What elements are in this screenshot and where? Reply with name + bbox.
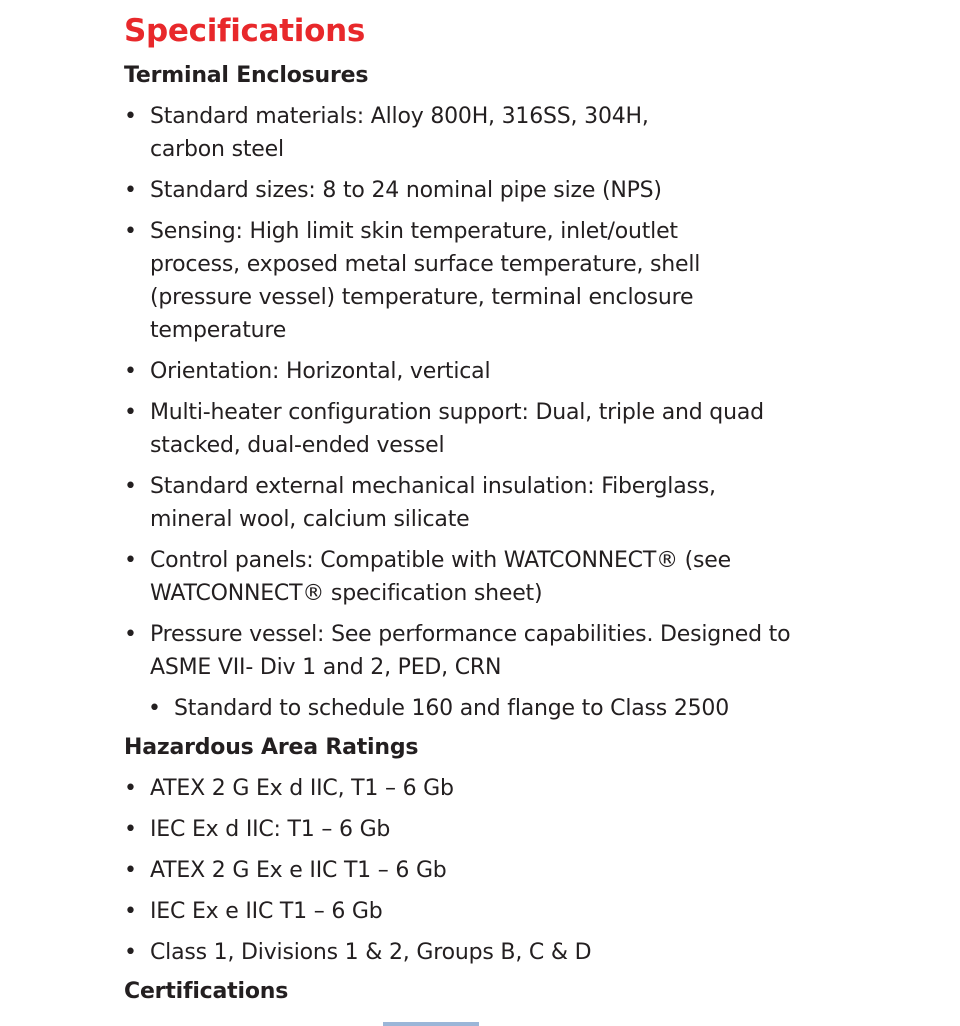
section-heading-terminal-enclosures: Terminal Enclosures	[124, 63, 369, 88]
list-item	[124, 470, 780, 536]
list-item-text: ATEX 2 G Ex e IIC T1 – 6 Gb	[150, 858, 447, 883]
section-heading-hazardous-area-ratings: Hazardous Area Ratings	[124, 735, 419, 760]
bullet-glyph: •	[124, 776, 137, 801]
list-item	[124, 544, 790, 610]
list-item	[124, 772, 824, 805]
list-item-text: Multi-heater configuration support: Dual, triple and quad stacked, dual-ended vessel	[150, 400, 764, 458]
list-item	[124, 618, 830, 684]
list-item	[124, 854, 824, 887]
bullet-glyph: •	[124, 400, 137, 425]
bullet-glyph: •	[124, 858, 137, 883]
list-item	[124, 215, 750, 347]
list-item	[124, 895, 824, 928]
list-item-text: Orientation: Horizontal, vertical	[150, 359, 491, 384]
list-item-text: Pressure vessel: See performance capabilities. Designed to ASME VII- Div 1 and 2, PED, CRN	[150, 622, 791, 680]
bullet-glyph: •	[124, 219, 137, 244]
bullet-glyph: •	[124, 817, 137, 842]
bullet-glyph: •	[124, 104, 137, 129]
list-item-text: Standard sizes: 8 to 24 nominal pipe size (NPS)	[150, 178, 662, 203]
list-item-text: Standard materials: Alloy 800H, 316SS, 304H, carbon steel	[150, 104, 649, 162]
bullet-glyph: •	[124, 940, 137, 965]
list-item-text: ATEX 2 G Ex d IIC, T1 – 6 Gb	[150, 776, 454, 801]
list-item	[124, 936, 824, 969]
specifications-document	[124, 10, 824, 1007]
terminal-enclosures-list	[124, 100, 824, 725]
bullet-glyph: •	[124, 548, 137, 573]
list-item-text: Control panels: Compatible with WATCONNECT® (see WATCONNECT® specification sheet)	[150, 548, 731, 606]
list-item	[124, 174, 824, 207]
section-heading-certifications: Certifications	[124, 979, 289, 1004]
list-item-text: Standard external mechanical insulation: Fiberglass, mineral wool, calcium silicate	[150, 474, 716, 532]
list-item-text: Standard to schedule 160 and flange to Class 2500	[174, 696, 730, 721]
list-item	[124, 100, 660, 166]
list-item	[124, 813, 824, 846]
list-item-text: Sensing: High limit skin temperature, inlet/outlet process, exposed metal surface temperature, shell (pressure vessel) temperature, terminal enclosure temperature	[150, 219, 701, 343]
bullet-glyph: •	[124, 474, 137, 499]
bullet-glyph: •	[124, 622, 137, 647]
hazardous-area-ratings-list	[124, 772, 824, 969]
scroll-indicator-bar	[383, 1022, 479, 1026]
bullet-glyph: •	[124, 359, 137, 384]
list-item-text: Class 1, Divisions 1 & 2, Groups B, C & D	[150, 940, 592, 965]
bullet-glyph: •	[124, 178, 137, 203]
list-item	[124, 355, 824, 388]
list-item-text: IEC Ex e IIC T1 – 6 Gb	[150, 899, 383, 924]
sub-bullet-glyph: •	[148, 696, 161, 721]
page-title: Specifications	[124, 13, 366, 49]
list-item-text: IEC Ex d IIC: T1 – 6 Gb	[150, 817, 391, 842]
list-item	[124, 396, 830, 462]
sub-list-item	[124, 692, 824, 725]
bullet-glyph: •	[124, 899, 137, 924]
